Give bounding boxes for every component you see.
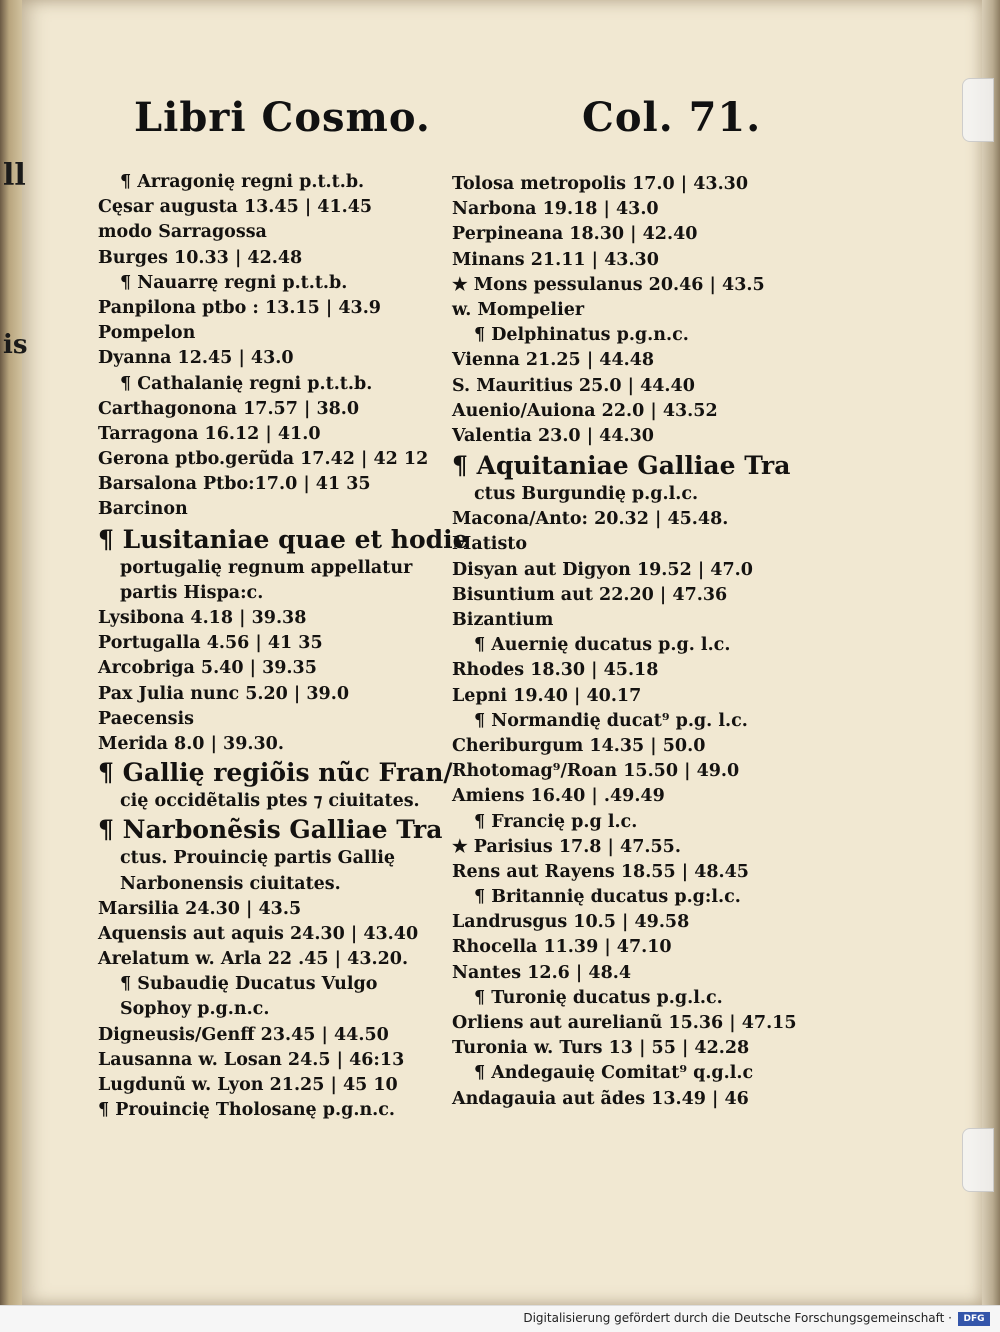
right-column-entry: Landrusgus 10.5 | 49.58 xyxy=(452,912,690,933)
left-column-entry: ¶ Nauarrę regni p.t.t.b. xyxy=(120,272,348,293)
left-column-entry: portugalię regnum appellatur xyxy=(120,557,413,578)
left-column-entry: Sophoy p.g.n.c. xyxy=(120,999,270,1020)
page-edge-right xyxy=(982,0,1000,1305)
left-column-entry: Arcobriga 5.40 | 39.35 xyxy=(98,658,317,679)
right-column-entry: ¶ Normandię ducat⁹ p.g. l.c. xyxy=(474,710,748,731)
right-column-entry: Rhocella 11.39 | 47.10 xyxy=(452,937,672,958)
right-column-entry: Andagauia aut ãdes 13.49 | 46 xyxy=(452,1088,749,1109)
left-column-entry: Paecensis xyxy=(98,708,195,729)
funding-notice: Digitalisierung gefördert durch die Deutsche Forschungsgemeinschaft · xyxy=(523,1311,952,1325)
footer-bar xyxy=(0,1305,1000,1332)
left-column-entry: Pompelon xyxy=(98,323,196,344)
book-page xyxy=(22,0,984,1305)
left-column-entry: modo Sarragossa xyxy=(98,222,267,243)
right-column-entry: ¶ Britannię ducatus p.g:l.c. xyxy=(474,887,741,908)
left-column-entry: ¶ Narbonẽsis Galliae Tra xyxy=(98,815,443,845)
left-column-entry: Lysibona 4.18 | 39.38 xyxy=(98,608,307,628)
right-column-entry: w. Mompelier xyxy=(452,299,585,320)
right-column-entry: Cheriburgum 14.35 | 50.0 xyxy=(452,735,706,756)
page-tab-marker-bottom xyxy=(962,1128,994,1192)
right-column-entry: Vienna 21.25 | 44.48 xyxy=(452,350,655,371)
right-column-entry: ¶ Andegauię Comitat⁹ q.g.l.c xyxy=(474,1063,754,1084)
left-column-entry: Cęsar augusta 13.45 | 41.45 xyxy=(98,197,373,218)
left-column-entry: Digneusis/Genff 23.45 | 44.50 xyxy=(98,1024,389,1045)
running-head-right: Col. 71. xyxy=(582,94,762,141)
left-column-entry: Burges 10.33 | 42.48 xyxy=(98,247,303,268)
left-column-entry: Pax Julia nunc 5.20 | 39.0 xyxy=(98,683,349,704)
left-column-entry: Lugdunũ w. Lyon 21.25 | 45 10 xyxy=(98,1075,398,1095)
left-column-entry: Gerona ptbo.gerũda 17.42 | 42 12 xyxy=(98,449,429,470)
right-column-entry: Narbona 19.18 | 43.0 xyxy=(452,199,659,220)
left-column-entry: Lausanna w. Losan 24.5 | 46:13 xyxy=(98,1049,405,1070)
left-column-entry: ¶ Arragonię regni p.t.t.b. xyxy=(120,172,365,192)
left-column xyxy=(98,170,498,1123)
right-column-entry: Rhotomag⁹/Roan 15.50 | 49.0 xyxy=(452,761,740,782)
left-column-entry: Marsilia 24.30 | 43.5 xyxy=(98,898,302,919)
left-column-entry: Arelatum w. Arla 22 .45 | 43.20. xyxy=(98,949,409,970)
left-column-entry: ¶ Lusitaniae quae et hodie xyxy=(98,524,469,554)
right-column-entry: ★ Parisius 17.8 | 47.55. xyxy=(452,836,681,857)
right-column-entry: Bizantium xyxy=(452,610,554,630)
right-column-entry: ¶ Turonię ducatus p.g.l.c. xyxy=(474,987,723,1008)
right-column-entry: ¶ Delphinatus p.g.n.c. xyxy=(474,325,689,346)
right-column-entry: Bisuntium aut 22.20 | 47.36 xyxy=(452,584,728,605)
right-column-entry: ctus Burgundię p.g.l.c. xyxy=(474,484,699,505)
right-column-entry: S. Mauritius 25.0 | 44.40 xyxy=(452,375,695,396)
right-column-entry: ¶ Francię p.g l.c. xyxy=(474,811,638,832)
left-column-entry: ¶ Gallię regiõis nũc Fran/ xyxy=(98,758,453,788)
left-column-entry: ¶ Subaudię Ducatus Vulgo xyxy=(120,974,378,995)
right-column-entry: Valentia 23.0 | 44.30 xyxy=(452,425,654,446)
right-column xyxy=(452,172,852,1112)
left-column-entry: cię occidẽtalis ptes ⁊ ciuitates. xyxy=(120,791,420,812)
right-column-entry: Orliens aut aurelianũ 15.36 | 47.15 xyxy=(452,1013,797,1033)
right-column-entry: Minans 21.11 | 43.30 xyxy=(452,249,659,270)
right-column-entry: Rhodes 18.30 | 45.18 xyxy=(452,660,659,681)
left-column-entry: ¶ Cathalanię regni p.t.t.b. xyxy=(120,373,373,394)
right-column-entry: Turonia w. Turs 13 | 55 | 42.28 xyxy=(452,1038,750,1059)
right-column-entry: Matisto xyxy=(452,534,528,555)
right-column-entry: Lepni 19.40 | 40.17 xyxy=(452,685,642,706)
right-column-entry: Rens aut Rayens 18.55 | 48.45 xyxy=(452,861,749,882)
right-column-entry: Tolosa metropolis 17.0 | 43.30 xyxy=(452,174,749,194)
right-column-entry: Macona/Anto: 20.32 | 45.48. xyxy=(452,509,729,530)
right-column-entry: Amiens 16.40 | .49.49 xyxy=(452,786,665,807)
right-column-entry: Nantes 12.6 | 48.4 xyxy=(452,962,632,983)
right-column-entry: ★ Mons pessulanus 20.46 | 43.5 xyxy=(452,274,765,295)
left-column-entry: ctus. Prouincię partis Gallię xyxy=(120,848,396,869)
left-column-entry: Tarragona 16.12 | 41.0 xyxy=(98,423,321,444)
running-head-left: Libri Cosmo. xyxy=(134,94,431,141)
left-column-entry: Merida 8.0 | 39.30. xyxy=(98,733,284,754)
left-column-entry: ¶ Prouincię Tholosanę p.g.n.c. xyxy=(98,1100,396,1121)
right-column-entry: Auenio/Auiona 22.0 | 43.52 xyxy=(452,400,718,421)
right-column-entry: ¶ Auernię ducatus p.g. l.c. xyxy=(474,635,731,656)
dfg-logo: DFG xyxy=(958,1312,990,1326)
margin-mark-top: ll xyxy=(3,158,26,193)
left-column-entry: Dyanna 12.45 | 43.0 xyxy=(98,348,294,369)
left-column-entry: Barcinon xyxy=(98,499,188,520)
left-column-entry: Portugalla 4.56 | 41 35 xyxy=(98,633,323,654)
right-column-entry: Perpineana 18.30 | 42.40 xyxy=(452,224,698,245)
right-column-entry: ¶ Aquitaniae Galliae Tra xyxy=(452,451,791,481)
left-column-entry: partis Hispa:c. xyxy=(120,582,264,603)
page-tab-marker-top xyxy=(962,78,994,142)
left-column-entry: Panpilona ptbo : 13.15 | 43.9 xyxy=(98,297,381,318)
left-column-entry: Barsalona Ptbo:17.0 | 41 35 xyxy=(98,474,371,495)
right-column-entry: Disyan aut Digyon 19.52 | 47.0 xyxy=(452,559,753,580)
left-column-entry: Carthagonona 17.57 | 38.0 xyxy=(98,398,360,419)
margin-mark-middle: is xyxy=(3,330,28,360)
left-column-entry: Narbonensis ciuitates. xyxy=(120,873,341,894)
left-column-entry: Aquensis aut aquis 24.30 | 43.40 xyxy=(98,923,419,944)
